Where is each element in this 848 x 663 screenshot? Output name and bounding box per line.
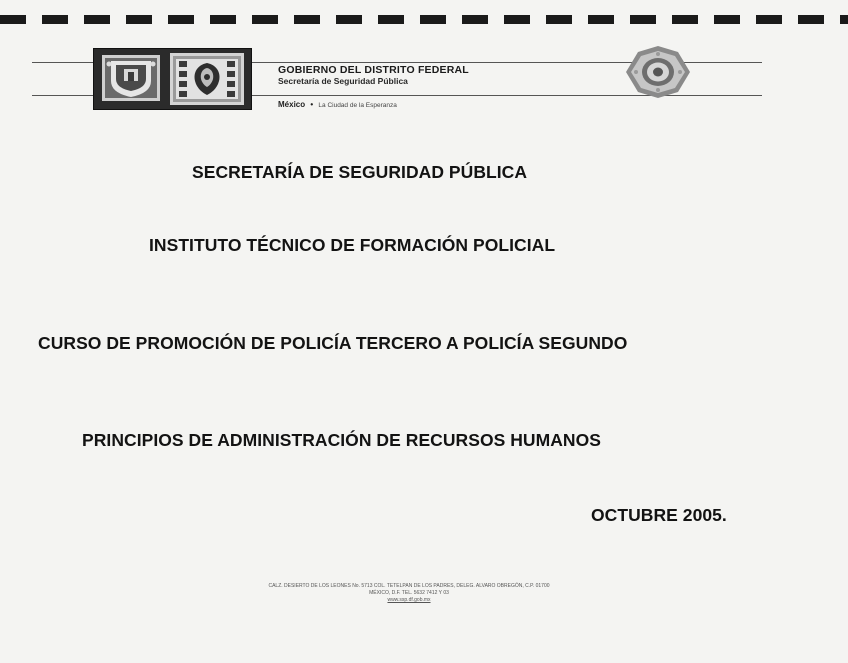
police-badge-icon — [624, 44, 692, 100]
footer-address — [256, 583, 562, 604]
footer-address-line-1: CALZ. DESIERTO DE LOS LEONES No. 5713 COL. TETELPAN DE LOS PADRES, DELEG. ALVARO OBREGÓN, C.P. 01700 — [268, 583, 550, 589]
heading-institute: INSTITUTO TÉCNICO DE FORMACIÓN POLICIAL — [149, 235, 556, 255]
city-slogan: La Ciudad de la Esperanza — [318, 102, 397, 109]
footer-address-line-2: MÉXICO, D.F. TEL. 5632 7412 Y 03 — [369, 590, 449, 596]
heading-secretariat: SECRETARÍA DE SEGURIDAD PÚBLICA — [192, 162, 528, 182]
government-logo — [93, 48, 252, 110]
org-name: GOBIERNO DEL DISTRITO FEDERAL — [278, 64, 469, 76]
document-date: OCTUBRE 2005. — [591, 505, 727, 525]
top-dashed-border — [0, 15, 848, 24]
heading-subject: PRINCIPIOS DE ADMINISTRACIÓN DE RECURSOS HUMANOS — [82, 430, 602, 450]
bullet-separator: • — [310, 100, 314, 109]
org-subtitle: Secretaría de Seguridad Pública — [278, 76, 408, 86]
city-name: México — [278, 100, 306, 109]
heading-course: CURSO DE PROMOCIÓN DE POLICÍA TERCERO A POLICÍA SEGUNDO — [38, 333, 628, 353]
footer-website: www.ssp.df.gob.mx — [387, 597, 431, 603]
org-city-line — [278, 100, 397, 109]
